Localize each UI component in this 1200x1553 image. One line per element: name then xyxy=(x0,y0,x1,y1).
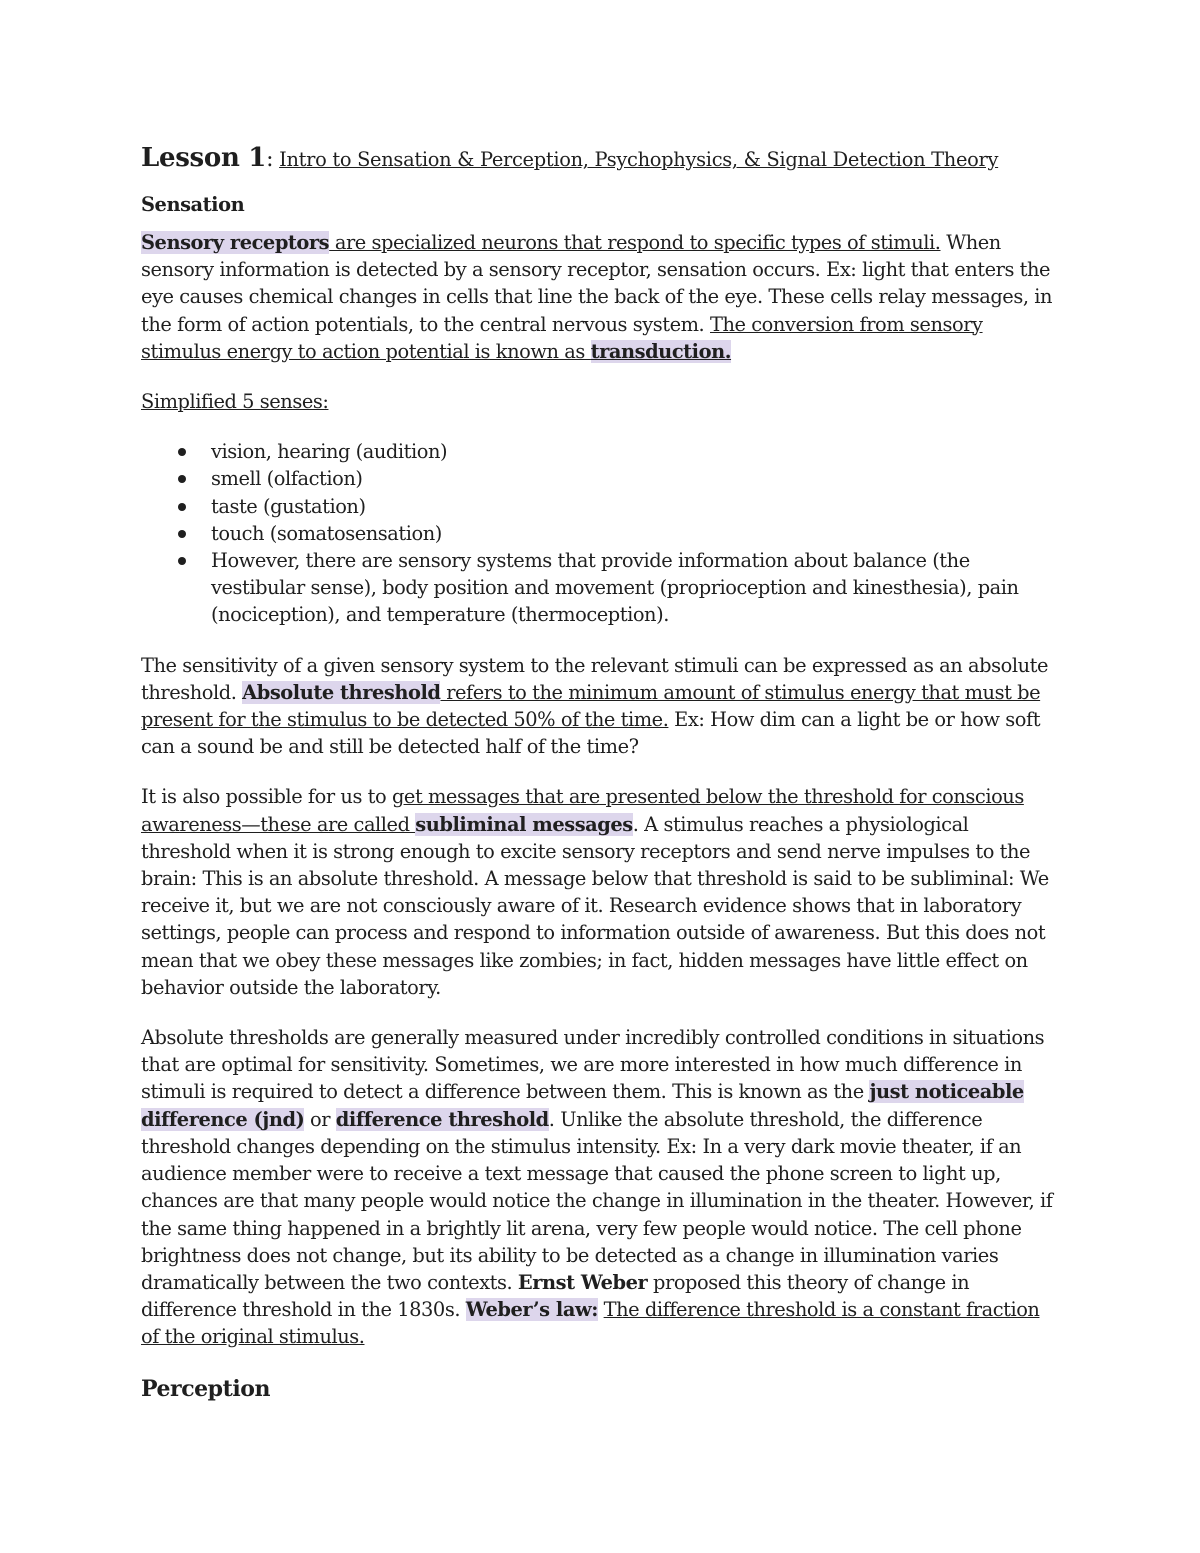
jnd-or: or xyxy=(304,1107,336,1131)
bullet-icon xyxy=(178,557,186,565)
list-item xyxy=(211,520,1061,547)
term-difference-threshold: difference threshold xyxy=(335,1107,549,1131)
absolute-threshold-example: Ex: How dim can a light be or how soft can a sound be and still be detected half of the time? xyxy=(141,708,1041,759)
weber-text: proposed this theory of change in difference threshold in the 1830s. xyxy=(141,1270,970,1322)
list-item xyxy=(211,493,1061,520)
transduction-definition-text: The conversion from sensory stimulus energy to action potential is known as xyxy=(141,312,983,363)
sensation-heading: Sensation xyxy=(141,193,245,216)
list-item xyxy=(211,438,1061,465)
definition-sensory-receptors: are specialized neurons that respond to specific types of stimuli. xyxy=(329,231,941,254)
senses-label-paragraph xyxy=(141,388,1061,415)
list-item xyxy=(211,465,1061,492)
absolute-threshold-paragraph xyxy=(141,652,1061,761)
senses-label: Simplified 5 senses: xyxy=(141,390,329,414)
list-item-text: touch (somatosensation) xyxy=(211,521,442,545)
title-colon: : xyxy=(266,147,274,172)
bullet-icon xyxy=(178,530,186,538)
term-just-noticeable-difference: just noticeable difference (jnd) xyxy=(141,1080,1024,1131)
list-item-text: vision, hearing (audition) xyxy=(211,440,448,464)
term-absolute-threshold: Absolute threshold xyxy=(242,680,441,704)
definition-absolute-threshold: refers to the minimum amount of stimulus energy that must be present for the stimulus to be detected 50% of the time. xyxy=(141,680,1041,732)
bullet-icon xyxy=(178,503,186,511)
lesson-subtitle: Intro to Sensation & Perception, Psychophysics, & Signal Detection Theory xyxy=(279,148,999,171)
list-item-text: However, there are sensory systems that provide information about balance (the vestibular sense), body position and movement (proprioception and kinesthesia), pain (nociception), and temperature (thermoception). xyxy=(211,549,1019,627)
sensation-text: When sensory information is detected by a sensory receptor, sensation occurs. Ex: light that enters the eye causes chemical changes in cells that line the back of the eye. These cells relay messages, in the form of action potentials, to the central nervous system. xyxy=(141,231,1053,336)
list-item-text: taste (gustation) xyxy=(211,494,366,518)
term-transduction: transduction. xyxy=(590,339,732,363)
subliminal-paragraph xyxy=(141,783,1061,1001)
bullet-icon xyxy=(178,475,186,483)
subliminal-text: . A stimulus reaches a physiological threshold when it is strong enough to excite sensory receptors and send nerve impulses to the brain: This is an absolute threshold. A message below that threshold is said to be subliminal: We receive it, but we are not consciously aware of it. Research evidence shows that in laboratory settings, people can process and respond to information outside of awareness. But this does not mean that we obey these messages like zombies; in fact, hidden messages have little effect on behavior outside the laboratory. xyxy=(141,812,1049,999)
definition-subliminal: get messages that are presented below the threshold for conscious awareness—these are called xyxy=(141,785,1024,836)
senses-list xyxy=(141,438,1061,628)
list-item-text: smell (olfaction) xyxy=(211,467,363,491)
sensory-receptors-paragraph xyxy=(141,229,1061,365)
list-item xyxy=(211,547,1061,629)
subliminal-intro: It is also possible for us to xyxy=(141,785,392,809)
absolute-threshold-intro: The sensitivity of a given sensory system to the relevant stimuli can be expressed as an absolute threshold. xyxy=(141,653,1048,704)
perception-heading: Perception xyxy=(141,1375,271,1402)
lesson-number: Lesson 1 xyxy=(141,143,267,173)
lesson-title xyxy=(141,138,1061,180)
bullet-icon xyxy=(178,448,186,456)
term-webers-law: Weber’s law: xyxy=(465,1298,598,1322)
term-subliminal-messages: subliminal messages xyxy=(415,812,633,836)
document-body xyxy=(141,138,1061,1404)
jnd-paragraph xyxy=(141,1024,1061,1350)
term-sensory-receptors: Sensory receptors xyxy=(141,231,330,254)
jnd-intro: Absolute thresholds are generally measured under incredibly controlled conditions in situations that are optimal for sensitivity. Sometimes, we are more interested in how much difference in stimuli is required to detect a difference between them. This is known as the xyxy=(141,1026,1045,1104)
definition-webers-law: The difference threshold is a constant fraction of the original stimulus. xyxy=(141,1298,1040,1349)
name-ernst-weber: Ernst Weber xyxy=(517,1270,648,1294)
jnd-text: . Unlike the absolute threshold, the difference threshold changes depending on the stimulus intensity. Ex: In a very dark movie theater, if an audience member were to receive a text message that caused the phone screen to light up, chances are that many people would notice the change in illumination in the theater. However, if the same thing happened in a brightly lit arena, very few people would notice. The cell phone brightness does not change, but its ability to be detected as a change in illumination varies dramatically between the two contexts. xyxy=(141,1107,1053,1294)
